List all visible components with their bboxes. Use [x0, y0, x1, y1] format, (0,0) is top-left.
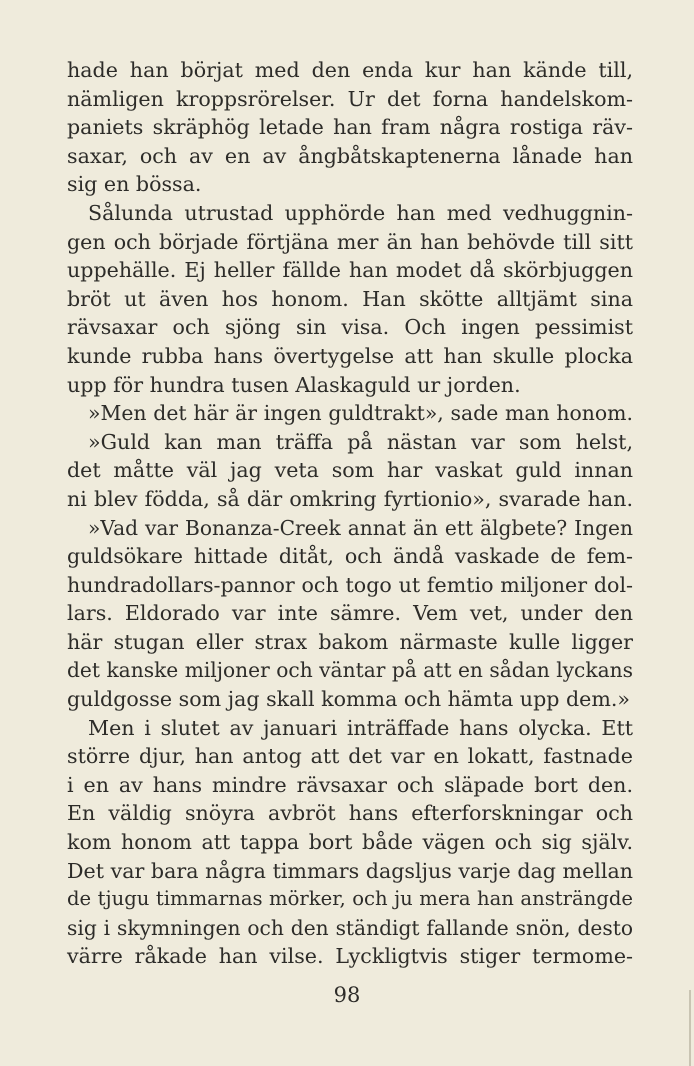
text-line: lars. Eldorado var inte sämre. Vem vet, under den [67, 601, 633, 626]
text-line: kunde rubba hans övertygelse att han skulle plocka [67, 343, 633, 368]
text-line: ni blev födda, så där omkring fyrtionio», svarade han. [67, 486, 633, 511]
text-line: »Guld kan man träffa på nästan var som helst, [88, 429, 633, 454]
text-line: sig en bössa. [67, 172, 202, 197]
text-line: upp för hundra tusen Alaskaguld ur jorden. [67, 372, 521, 397]
text-line: En väldig snöyra avbröt hans efterforskningar och [67, 801, 633, 826]
page-edge-shadow [689, 990, 691, 1066]
text-line: här stugan eller strax bakom närmaste kulle ligger [67, 629, 633, 654]
text-line: sig i skymningen och den ständigt fallande snön, desto [67, 915, 633, 940]
text-line: paniets skräphög letade han fram några rostiga räv- [67, 115, 633, 140]
body-text [67, 56, 633, 971]
text-line: värre råkade han vilse. Lyckligtvis stiger termome- [67, 944, 633, 969]
text-line: hundradollars-pannor och togo ut femtio miljoner dol- [67, 572, 633, 597]
text-line: det kanske miljoner och väntar på att en sådan lyckans [67, 658, 633, 683]
text-line: rävsaxar och sjöng sin visa. Och ingen pessimist [67, 315, 633, 340]
text-line: kom honom att tappa bort både vägen och sig själv. [67, 830, 633, 855]
text-line: saxar, och av en av ångbåtskaptenerna lånade han [67, 143, 633, 168]
text-line: »Men det här är ingen guldtrakt», sade man honom. [88, 401, 633, 426]
text-line: det måtte väl jag veta som har vaskat guld innan [67, 458, 633, 483]
text-line: Sålunda utrustad upphörde han med vedhuggnin- [88, 200, 633, 225]
text-line: guldgosse som jag skall komma och hämta upp dem.» [67, 687, 631, 712]
text-line: guldsökare hittade ditåt, och ändå vaskade de fem- [67, 544, 633, 569]
text-line: gen och började förtjäna mer än han behövde till sitt [67, 229, 633, 254]
text-line: Det var bara några timmars dagsljus varje dag mellan [67, 858, 633, 883]
text-line: bröt ut även hos honom. Han skötte alltjämt sina [67, 286, 633, 311]
text-line: de tjugu timmarnas mörker, och ju mera han ansträngde [67, 887, 633, 911]
page-number: 98 [333, 983, 361, 1007]
text-line: större djur, han antog att det var en lokatt, fastnade [67, 744, 633, 769]
text-line: »Vad var Bonanza-Creek annat än ett älgbete? Ingen [88, 515, 633, 540]
text-line: i en av hans mindre rävsaxar och släpade bort den. [67, 772, 633, 797]
text-line: nämligen kroppsrörelser. Ur det forna handelskom- [67, 86, 633, 111]
text-line: uppehälle. Ej heller fällde han modet då skörbjuggen [67, 258, 633, 283]
text-line: hade han börjat med den enda kur han kände till, [67, 58, 633, 82]
text-line: Men i slutet av januari inträffade hans olycka. Ett [88, 715, 633, 740]
